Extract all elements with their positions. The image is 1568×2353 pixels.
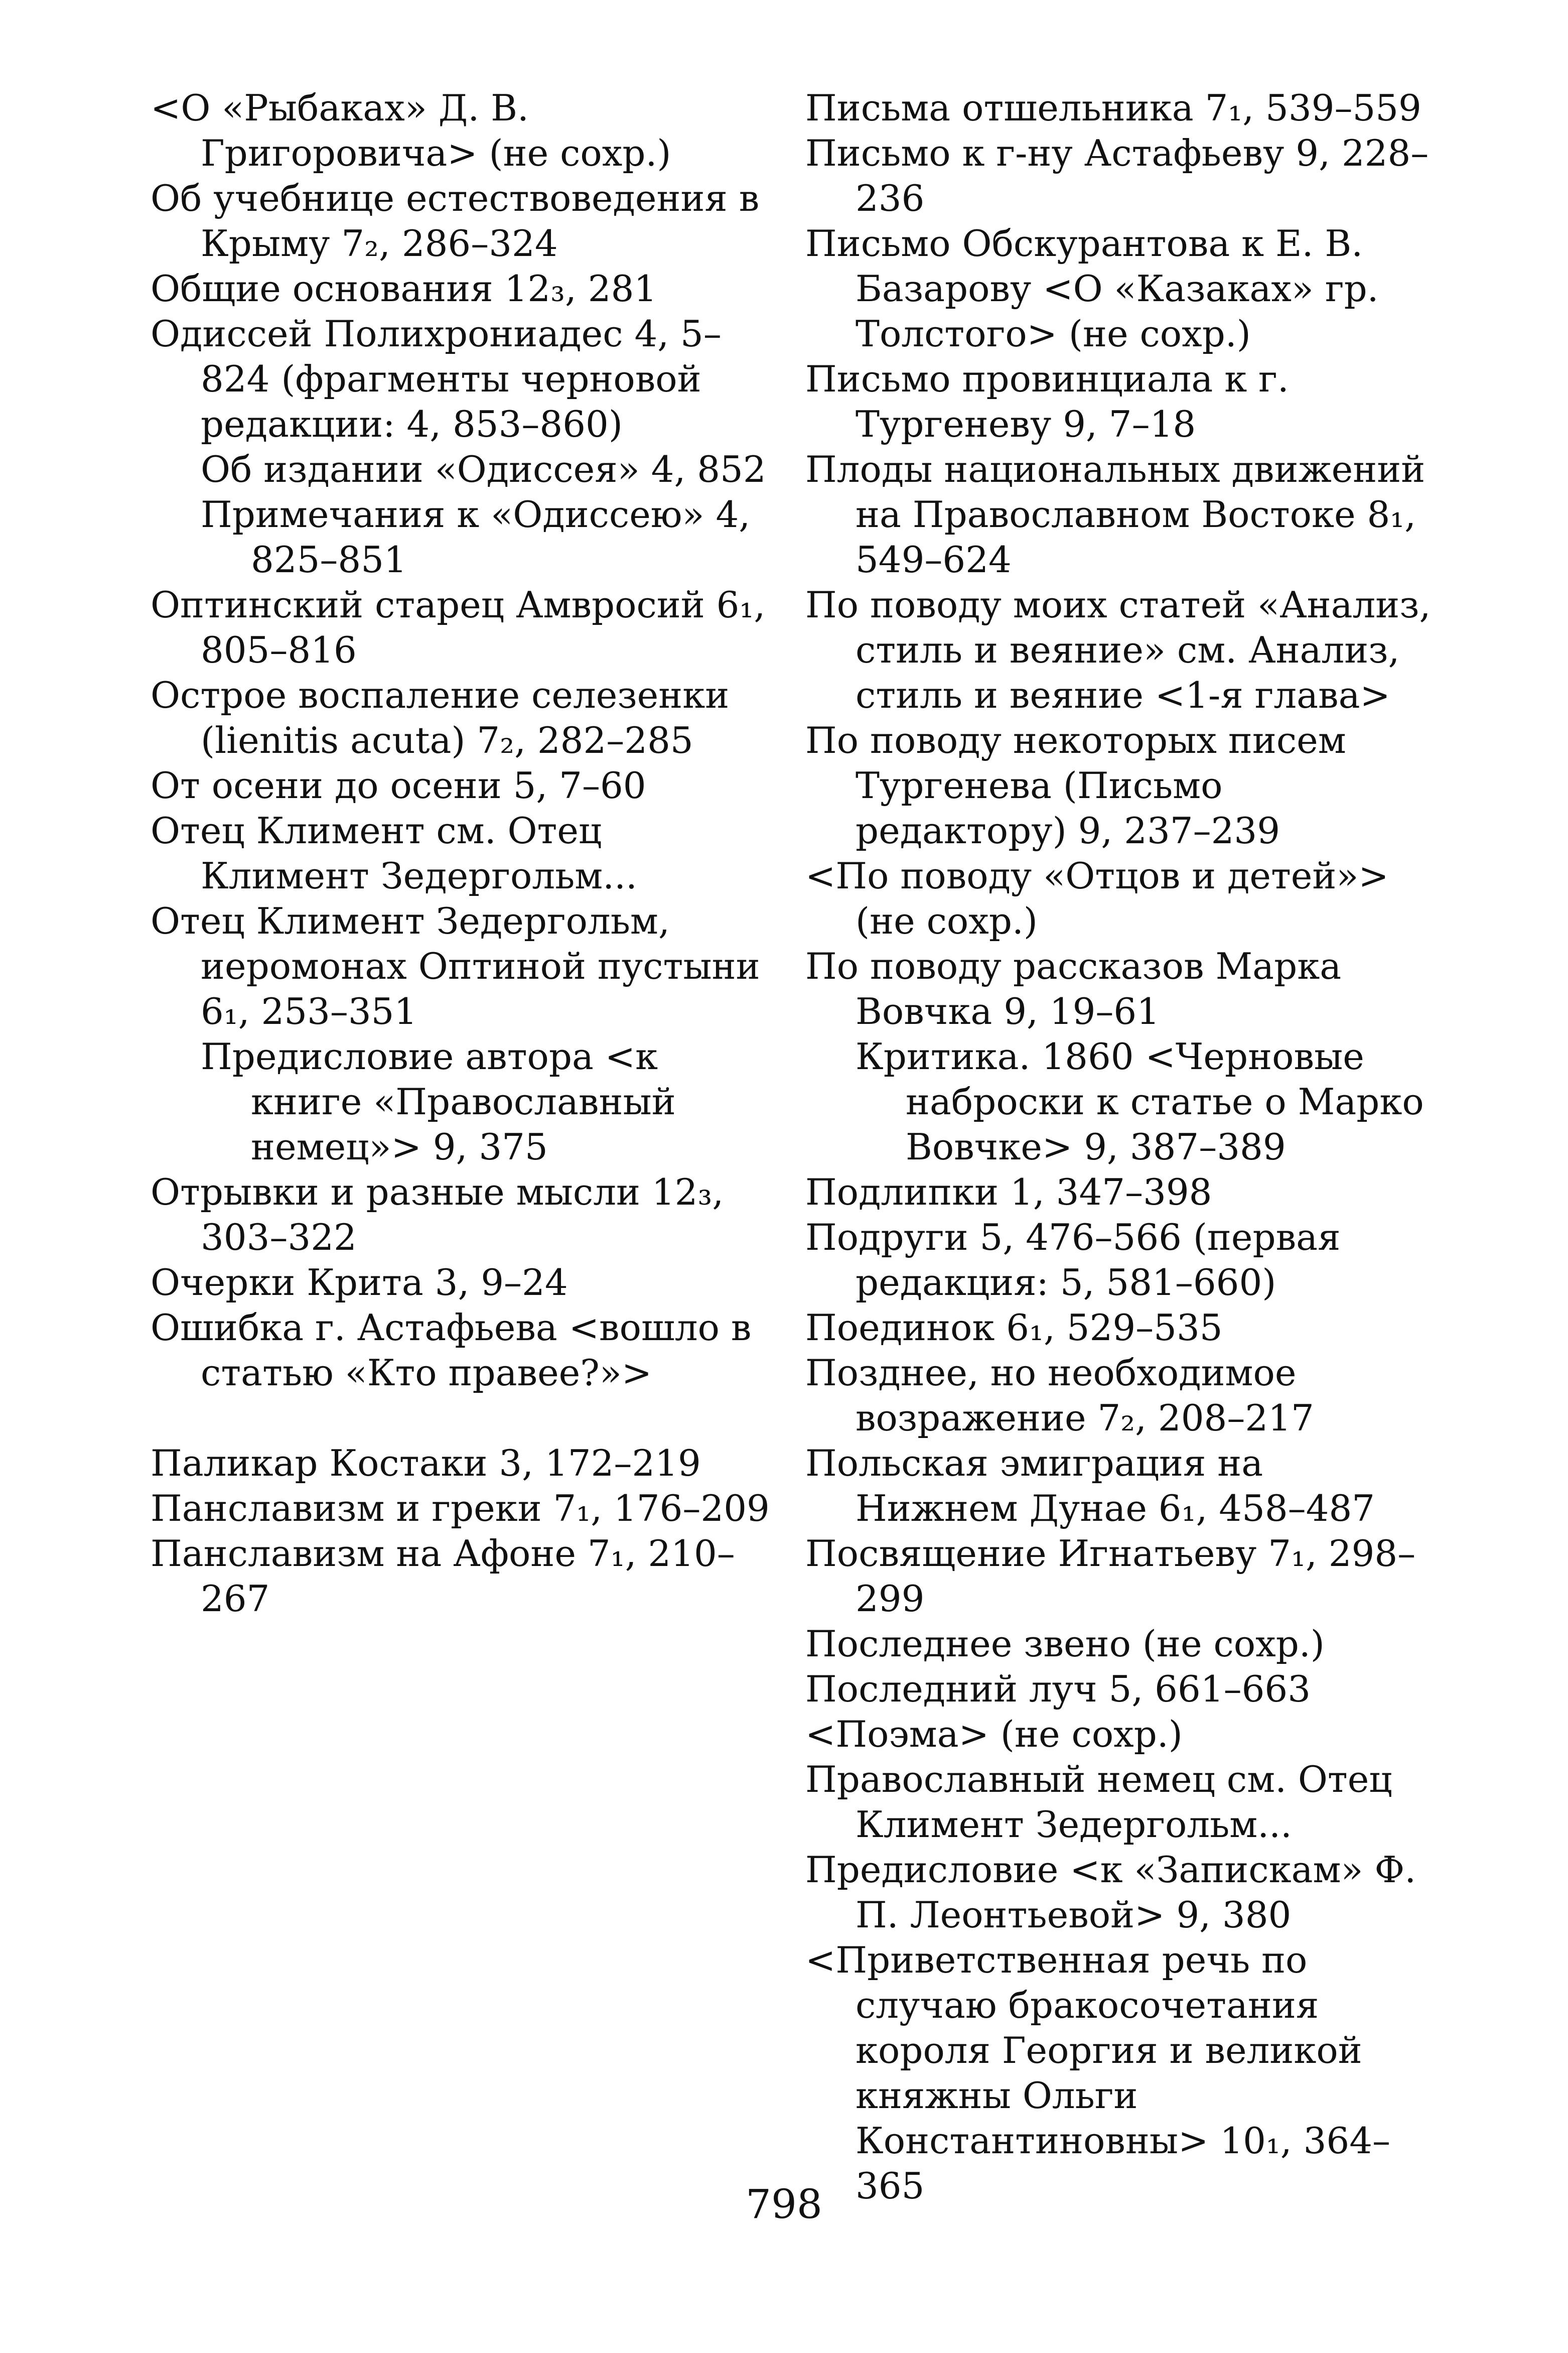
index-entry: Отец Климент Зедергольм, иеромонах Оптиной пустыни 6₁, 253–351	[151, 900, 760, 1032]
index-entry: Польская эмиграция на Нижнем Дунае 6₁, 458–487	[805, 1442, 1375, 1529]
index-entry: <По поводу «Отцов и детей»> (не сохр.)	[805, 855, 1389, 942]
index-entry: Последнее звено (не сохр.)	[805, 1623, 1325, 1665]
index-subentry: Предисловие автора <к книге «Православный немец»> 9, 375	[201, 1035, 676, 1168]
index-entry: Ошибка г. Астафьева <вошло в статью «Кто правее?»>	[151, 1306, 752, 1394]
index-entry: Письма отшельника 7₁, 539–559	[805, 87, 1421, 129]
index-entry: <О «Рыбаках» Д. В. Григоровича> (не сохр.)	[151, 87, 671, 174]
index-entry: Об учебнице естествоведения в Крыму 7₂, 286–324	[151, 177, 760, 265]
index-entry: <Приветственная речь по случаю бракосочетания короля Георгия и великой княжны Ольги Константиновны> 10₁, 364–365	[805, 1939, 1391, 2207]
index-entry: Предисловие <к «Запискам» Ф. П. Леонтьевой> 9, 380	[805, 1849, 1416, 1936]
index-column-left	[151, 85, 778, 1621]
index-entry: Панславизм на Афоне 7₁, 210–267	[151, 1532, 735, 1620]
index-subentry: Примечания к «Одиссею» 4, 825–851	[201, 493, 751, 581]
page-number: 798	[746, 2181, 822, 2228]
index-entry: Оптинский старец Амвросий 6₁, 805–816	[151, 584, 766, 671]
section-gap	[151, 1395, 778, 1441]
index-entry: Плоды национальных движений на Православном Востоке 8₁, 549–624	[805, 448, 1426, 581]
index-entry: Письмо провинциала к г. Тургеневу 9, 7–18	[805, 358, 1289, 445]
index-entry: Подруги 5, 476–566 (первая редакция: 5, 581–660)	[805, 1216, 1341, 1303]
index-entry: Общие основания 12₃, 281	[151, 268, 657, 310]
index-entry: Письмо Обскурантова к Е. В. Базарову <О «Казаках» гр. Толстого> (не сохр.)	[805, 222, 1379, 355]
index-entry: Позднее, но необходимое возражение 7₂, 208–217	[805, 1352, 1314, 1439]
index-entry: Острое воспаление селезенки (lienitis acuta) 7₂, 282–285	[151, 674, 730, 761]
index-entry: Подлипки 1, 347–398	[805, 1171, 1212, 1213]
index-entry: Панславизм и греки 7₁, 176–209	[151, 1487, 770, 1529]
index-entry: Отец Климент см. Отец Климент Зедергольм...	[151, 810, 637, 897]
index-entry: По поводу моих статей «Анализ, стиль и веяние» см. Анализ, стиль и веяние <1-я глава>	[805, 584, 1431, 716]
index-subentry: Об издании «Одиссея» 4, 852	[201, 448, 766, 490]
index-entry: Очерки Крита 3, 9–24	[151, 1261, 568, 1303]
index-entry: По поводу некоторых писем Тургенева (Письмо редактору) 9, 237–239	[805, 719, 1346, 852]
index-entry: От осени до осени 5, 7–60	[151, 764, 646, 807]
index-entry: По поводу рассказов Марка Вовчка 9, 19–61	[805, 945, 1342, 1032]
index-entry: Отрывки и разные мысли 12₃, 303–322	[151, 1171, 724, 1258]
index-entry: Поединок 6₁, 529–535	[805, 1306, 1223, 1349]
index-entry: Одиссей Полихрониадес 4, 5–824 (фрагменты черновой редакции: 4, 853–860)	[151, 313, 722, 445]
index-entry: Православный немец см. Отец Климент Зедергольм...	[805, 1758, 1392, 1846]
index-entry: Паликар Костаки 3, 172–219	[151, 1442, 701, 1484]
index-subentry: Критика. 1860 <Черновые наброски к статье о Марко Вовчке> 9, 387–389	[856, 1035, 1424, 1168]
index-entry: Последний луч 5, 661–663	[805, 1668, 1311, 1710]
index-entry: <Поэма> (не сохр.)	[805, 1713, 1183, 1755]
index-entry: Посвящение Игнатьеву 7₁, 298–299	[805, 1532, 1416, 1620]
index-entry: Письмо к г-ну Астафьеву 9, 228–236	[805, 132, 1429, 219]
index-column-right	[805, 85, 1433, 2208]
